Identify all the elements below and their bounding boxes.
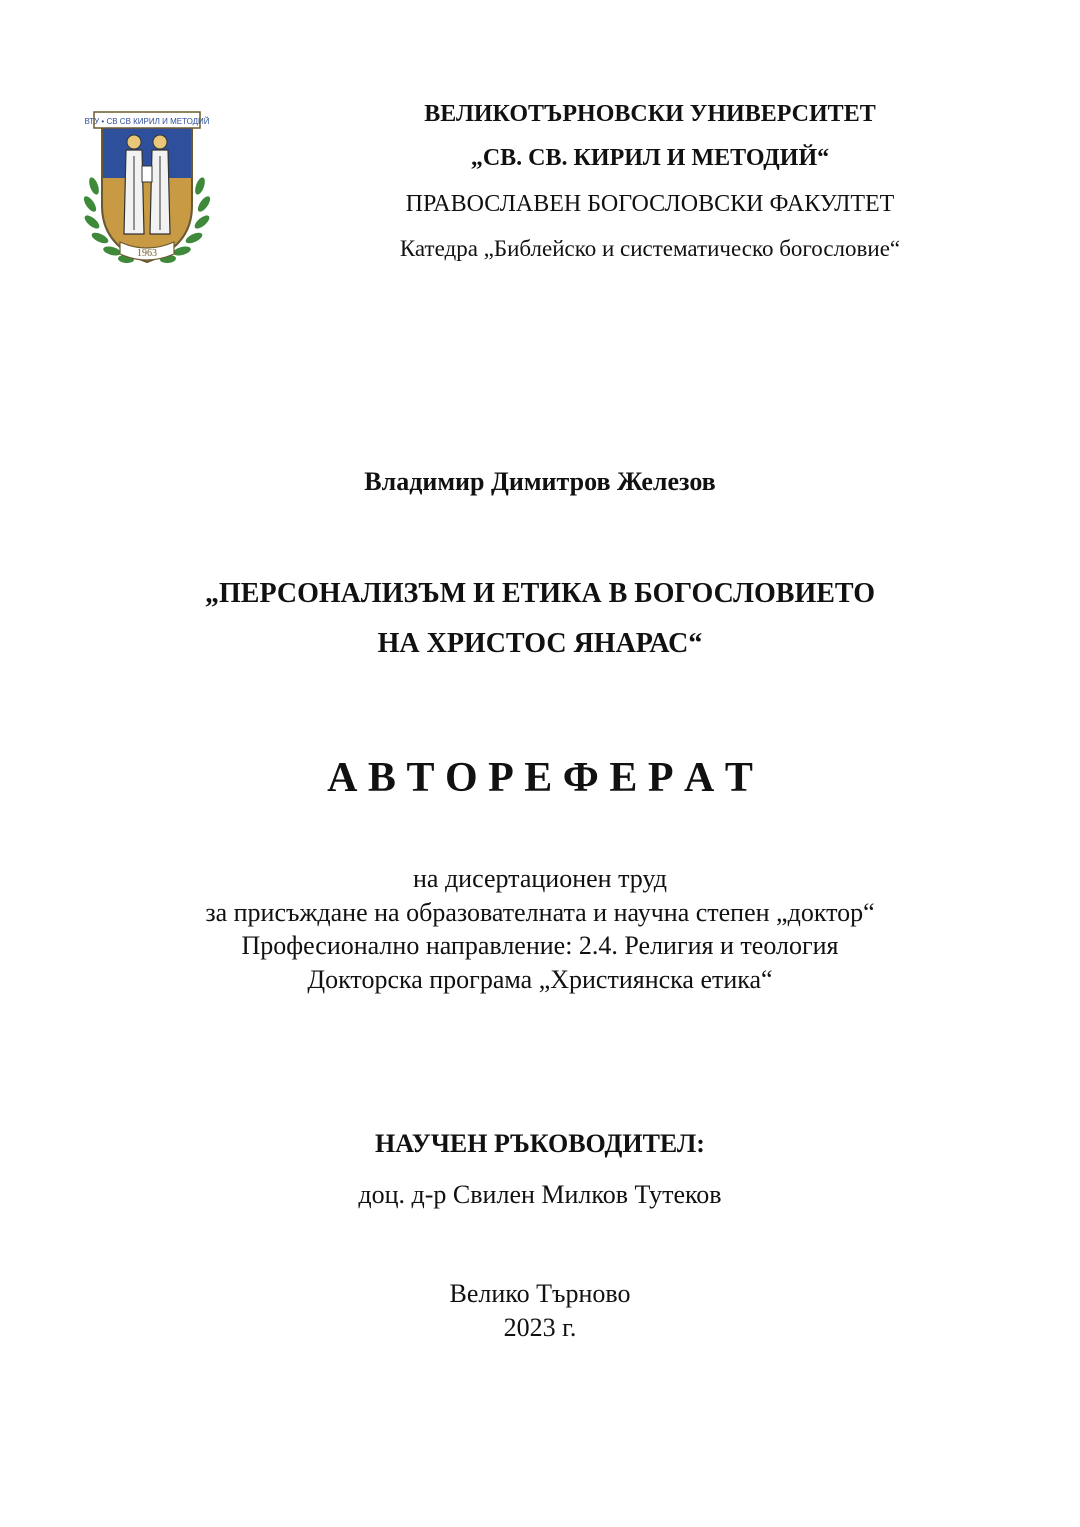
author-name: Владимир Димитров Железов: [364, 467, 716, 496]
description-line1: на дисертационен труд: [413, 864, 667, 893]
document-type-heading: А В Т О Р Е Ф Е Р А Т: [327, 755, 753, 801]
logo-banner-text: ВТУ • СВ СВ КИРИЛ И МЕТОДИЙ: [84, 117, 210, 126]
department-name: Катедра „Библейско и систематическо богословие“: [399, 236, 901, 261]
description-line3: Професионално направление: 2.4. Религия и теология: [241, 931, 839, 960]
thesis-title-line1: „ПЕРСОНАЛИЗЪМ И ЕТИКА В БОГОСЛОВИЕТО: [204, 578, 875, 609]
faculty-name: ПРАВОСЛАВЕН БОГОСЛОВСКИ ФАКУЛТЕТ: [405, 191, 895, 217]
university-name-line2: „СВ. СВ. КИРИЛ И МЕТОДИЙ“: [470, 145, 830, 171]
supervisor-name: доц. д-р Свилен Милков Тутеков: [358, 1180, 722, 1209]
place-name: Велико Търново: [449, 1279, 631, 1308]
logo-year-text: 1963: [137, 248, 157, 259]
thesis-title-line2: НА ХРИСТОС ЯНАРАС“: [377, 628, 703, 659]
publication-year: 2023 г.: [503, 1313, 577, 1342]
description-line2: за присъждане на образователната и научна степен „доктор“: [205, 898, 875, 927]
university-crest-logo: [80, 106, 214, 270]
description-line4: Докторска програма „Християнска етика“: [307, 965, 773, 994]
university-name-line1: ВЕЛИКОТЪРНОВСКИ УНИВЕРСИТЕТ: [424, 101, 876, 127]
supervisor-label: НАУЧЕН РЪКОВОДИТЕЛ:: [375, 1129, 705, 1158]
